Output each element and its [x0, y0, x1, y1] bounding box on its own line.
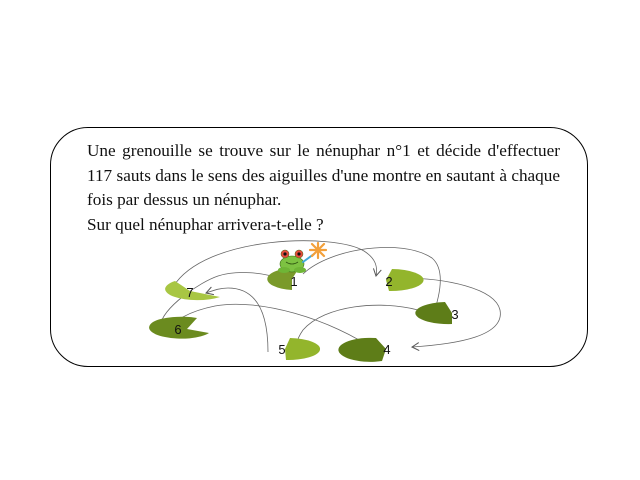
- lily-pad-4-label: 4: [383, 342, 391, 357]
- problem-question: Sur quel nénuphar arrivera-t-elle ?: [87, 214, 324, 234]
- lily-pad-4-leaf: [338, 338, 386, 362]
- lily-pad-1-label: 1: [290, 274, 298, 289]
- lily-pad-3: [415, 302, 458, 324]
- lily-pad-3-label: 3: [451, 307, 459, 322]
- lily-pad-5: [278, 338, 320, 360]
- lily-pad-4: [338, 338, 390, 362]
- lily-pad-6: [149, 317, 209, 339]
- lily-pad-2-label: 2: [385, 274, 393, 289]
- lily-pad-7-label: 7: [186, 285, 194, 300]
- lily-pad-3-leaf: [415, 302, 452, 324]
- firefly-icon: [310, 243, 326, 258]
- lily-pad-7: [165, 281, 220, 300]
- lily-pad-2: [385, 269, 423, 291]
- lily-pad-5-leaf: [285, 338, 320, 360]
- lily-pad-5-label: 5: [278, 342, 286, 357]
- lily-pad-6-label: 6: [174, 322, 182, 337]
- problem-text: Une grenouille se trouve sur le nénuphar n°1 et décide d'effectuer 117 sauts dans le sens des aiguilles d'une montre en sautant à chaque fois par dessus un nénuphar.: [87, 141, 560, 210]
